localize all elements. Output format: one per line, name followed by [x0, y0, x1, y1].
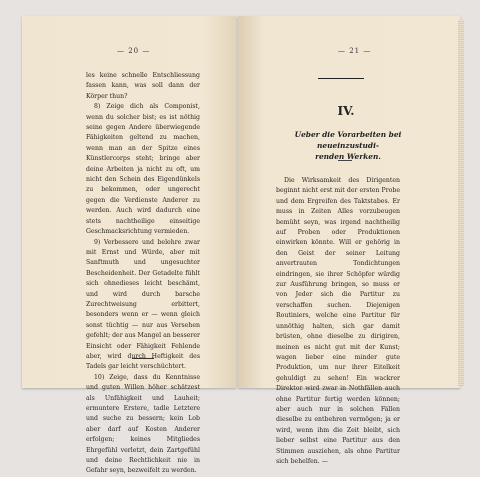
page-number: — 21 —: [338, 47, 372, 55]
paragraph: 8) Zeige dich als Componist, wenn du solcher bist; es ist nöthig seine gegen Andere überwiegende Fähigkeiten geltend zu machen, wenn man an der Spitze eines Künstlercorps steht; bringe aber deine Arbeiten ja nicht zu oft, um nicht den Schein des Eigendünkels zu bekommen, oder ungerecht gegen die Verdienste Anderer zu werden. Auch wird dadurch eine stets nachtheilige einseitige Geschmacksrichtung vermieden.: [86, 103, 200, 236]
paragraph: 9) Verbessere und belehre zwar mit Ernst und Würde, aber mit Sanftmuth und ungesuchter Bescheidenheit. Der Getadelte fühlt sich ohnedieses leicht beschämt, und wird durch barsche Zurechtweisung erbittert, besonders wenn er — wenn gleich sonst tüchtig — nur aus Versehen gefehlt; der aus Mangel an besserer Einsicht oder Fähigkeit Fehlende aber, wird durch Heftigkeit des Tadels gar leicht verschüchtert.: [86, 238, 200, 371]
right-page: [238, 16, 460, 465]
page-number: — 20 —: [117, 47, 151, 55]
left-page-text: [86, 71, 200, 477]
chapter-heading: [276, 129, 420, 162]
heading-line: Ueber die Vorarbeiten bei neueinzustudi-: [294, 130, 402, 150]
header-rule: [318, 78, 364, 79]
end-rule: [132, 358, 154, 359]
paragraph: 10) Zeige, dass du Kenntnisse und guten Willen höher schätzest als Unfähigkeit und Lauheit; ermuntere Erstere, tadle Letztere und suche zu bessern; kein Lob aber darf auf Kosten Anderer erfolgen; keines Mitgliedes Ehrgefühl verletzt, dein Zartgefühl und deine Rechtlichkeit nie in Gefahr seyn, bezweifelt zu werden.: [86, 373, 200, 475]
chapter-number: IV.: [337, 104, 355, 118]
paragraph: les keine schnelle Entschliessung fassen kann, was soll dann der Körper thun?: [86, 72, 200, 100]
left-page: [22, 16, 236, 475]
page-edges: [458, 20, 464, 386]
right-page-text: [276, 176, 400, 467]
paragraph: Die Wirksamkeit des Dirigenten beginnt nicht erst mit der ersten Probe und dem Ergreifen des Taktstabes. Er muss in Zeiten Alles vorzubeugen bemüht seyn, was irgend nachtheilig auf Proben oder Produktionen einwirken könnte. Will er gehörig in den Geist der seiner Leitung anvertrauten Tondichtungen eindringen, sie ihrer Schöpfer würdig zur Ausführung bringen, so muss er von Jeder sich die Partitur zu verschaffen suchen. Diejenigen Routiniers, welche eine Partitur für unnöthig halten, sich gar damit brüsten, ohne dieselbe zu dirigiren, meinen es nicht gut mit der Kunst; wagen lieber eine minder gute Produktion, um nur ihrer Eitelkeit gehuldigt zu sehen! Ein wackrer Direktor wird zwar in Nothfällen auch ohne Partitur fertig werden können; aber auch nur in solchen Fällen dieselbe zu entbehren vermögen; ja er wird, wenn ihm die Zeit bleibt, sich lieber selbst eine Partitur aus den Stimmen ausziehen, als ohne Partitur sich behelfen. —: [276, 177, 400, 465]
heading-line: renden Werken.: [315, 152, 381, 161]
open-book: [22, 16, 462, 475]
heading-rule: [338, 160, 352, 161]
